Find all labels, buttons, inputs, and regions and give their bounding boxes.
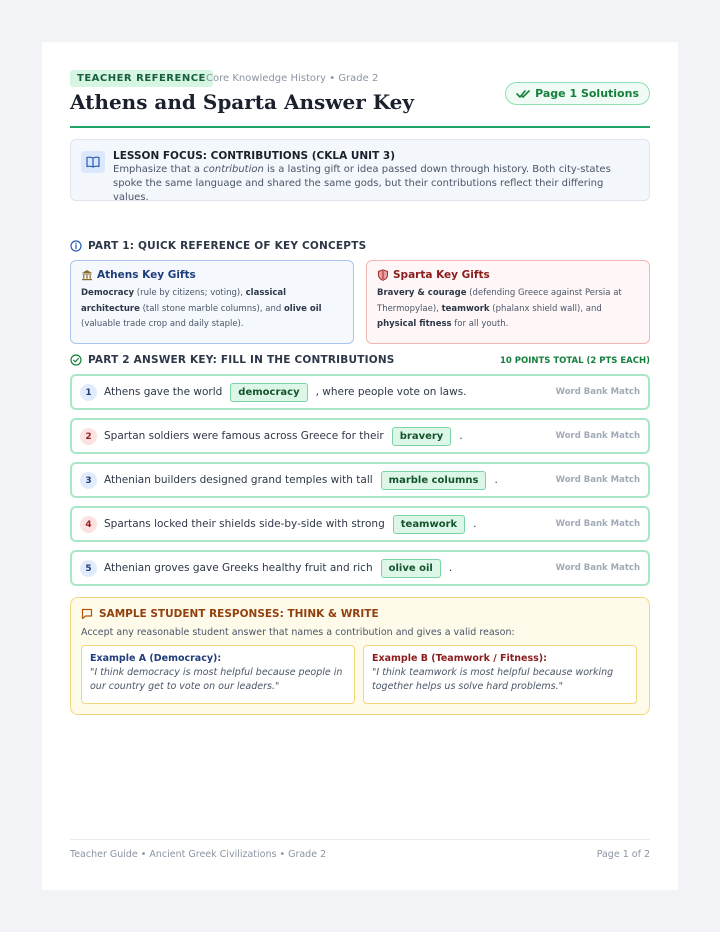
statement-before: Athenian builders designed grand temples with tall (104, 474, 373, 486)
question-statement (104, 558, 452, 578)
statement-after: . (448, 562, 453, 574)
statement-before: Spartan soldiers were famous across Greece for their (104, 430, 384, 442)
athens-gifts-text (81, 286, 343, 333)
question-number: 2 (80, 428, 97, 445)
question-number: 1 (80, 384, 97, 401)
focus-body-em: contribution (203, 164, 264, 175)
page-footer (70, 839, 650, 860)
statement-after: . (459, 430, 463, 442)
sparta-term-teamwork: teamwork (441, 303, 490, 314)
sparta-text-1: (defending Greece against Persia at Thermopylae), (377, 288, 622, 314)
footer-left: Teacher Guide • Ancient Greek Civilizations • Grade 2 (70, 849, 327, 860)
part2-heading (70, 354, 395, 366)
sparta-gifts-title (377, 269, 639, 281)
lesson-focus-body (113, 163, 639, 205)
statement-before: Athens gave the world (104, 386, 223, 398)
part1-heading-label: PART 1: QUICK REFERENCE OF KEY CONCEPTS (88, 240, 367, 252)
athens-gifts-card (70, 260, 354, 344)
lesson-focus-heading: LESSON FOCUS: CONTRIBUTIONS (CKLA UNIT 3) (113, 150, 395, 162)
part2-heading-label: PART 2 ANSWER KEY: FILL IN THE CONTRIBUTIONS (88, 354, 395, 366)
answer-row-3 (70, 462, 650, 498)
teacher-reference-tag: TEACHER REFERENCE (70, 70, 213, 87)
word-bank-match-label: Word Bank Match (555, 519, 640, 529)
question-statement (104, 514, 477, 534)
answer-chip: bravery (392, 427, 452, 446)
worksheet-page (42, 42, 678, 890)
sample-responses-heading (81, 608, 379, 620)
statement-before: Athenian groves gave Greeks healthy fruit and rich (104, 562, 373, 574)
part1-heading (70, 240, 366, 252)
answer-chip: teamwork (393, 515, 465, 534)
statement-after: , where people vote on laws. (315, 386, 467, 398)
athens-gifts-title (81, 269, 343, 281)
lesson-focus-box (70, 139, 650, 201)
question-statement (104, 382, 467, 402)
sample-responses-box (70, 597, 650, 715)
athens-gifts-title-label: Athens Key Gifts (97, 269, 196, 281)
sample-responses-desc: Accept any reasonable student answer that names a contribution and gives a valid reason: (81, 627, 515, 638)
statement-after: . (494, 474, 498, 486)
sparta-text-2: (phalanx shield wall), and (489, 303, 602, 314)
temple-icon (81, 269, 93, 281)
sparta-gifts-title-label: Sparta Key Gifts (393, 269, 490, 281)
example-a-quote: "I think democracy is most helpful because people in our country get to vote on our leaders." (90, 667, 343, 692)
page-title: Athens and Sparta Answer Key (70, 90, 415, 114)
answer-row-1 (70, 374, 650, 410)
answer-chip: olive oil (381, 559, 441, 578)
example-a-card (81, 645, 355, 704)
athens-term-democracy: Democracy (81, 288, 135, 298)
sparta-gifts-card (366, 260, 650, 344)
sparta-gifts-text (377, 286, 639, 333)
focus-body-pre: Emphasize that a (113, 164, 204, 175)
question-number: 5 (80, 560, 97, 577)
question-number: 4 (80, 516, 97, 533)
book-icon (81, 151, 105, 173)
example-b-quote: "I think teamwork is most helpful because working together helps us solve hard problems." (372, 667, 614, 692)
answer-chip: marble columns (381, 471, 487, 490)
statement-after: . (473, 518, 477, 530)
check-circle-icon (70, 354, 82, 366)
shield-icon (377, 269, 389, 281)
word-bank-match-label: Word Bank Match (555, 431, 640, 441)
question-number: 3 (80, 472, 97, 489)
athens-term-architecture: classical architecture (81, 288, 287, 314)
sample-responses-heading-label: SAMPLE STUDENT RESPONSES: THINK & WRITE (99, 608, 379, 620)
athens-text-1: (rule by citizens; voting), (134, 288, 246, 298)
sparta-term-bravery: Bravery & courage (377, 288, 467, 298)
solutions-badge-label: Page 1 Solutions (535, 87, 639, 100)
sparta-term-fitness: physical fitness (377, 319, 452, 329)
points-total: 10 POINTS TOTAL (2 PTS EACH) (499, 356, 650, 366)
question-statement (104, 426, 463, 446)
page-content (70, 70, 650, 692)
chat-bubble-icon (81, 608, 93, 620)
answer-row-2 (70, 418, 650, 454)
word-bank-match-label: Word Bank Match (555, 563, 640, 573)
solutions-badge (505, 82, 650, 105)
course-meta: Core Knowledge History • Grade 2 (206, 73, 379, 84)
focus-body-post: is a lasting gift or idea passed down through history. Both city-states spoke the same language and shared the same gods, but their contributions reflect their differing values. (113, 164, 611, 203)
sparta-text-3: for all youth. (451, 319, 509, 329)
word-bank-match-label: Word Bank Match (555, 387, 640, 397)
athens-text-3: (valuable trade crop and daily staple). (81, 319, 244, 329)
example-b-card (363, 645, 637, 704)
page-number: Page 1 of 2 (596, 849, 650, 860)
header-rule (70, 126, 650, 128)
athens-term-olive-oil: olive oil (283, 303, 322, 314)
question-statement (104, 470, 498, 490)
answer-chip: democracy (230, 383, 307, 402)
athens-text-2: (tall stone marble columns), and (139, 303, 284, 314)
double-check-icon (516, 89, 530, 99)
answer-row-4 (70, 506, 650, 542)
word-bank-match-label: Word Bank Match (555, 475, 640, 485)
example-b-title: Example B (Teamwork / Fitness): (372, 653, 547, 664)
answer-row-5 (70, 550, 650, 586)
statement-before: Spartans locked their shields side-by-side with strong (104, 518, 385, 530)
example-a-title: Example A (Democracy): (90, 653, 222, 664)
page-header (70, 70, 650, 128)
info-icon (70, 240, 82, 252)
